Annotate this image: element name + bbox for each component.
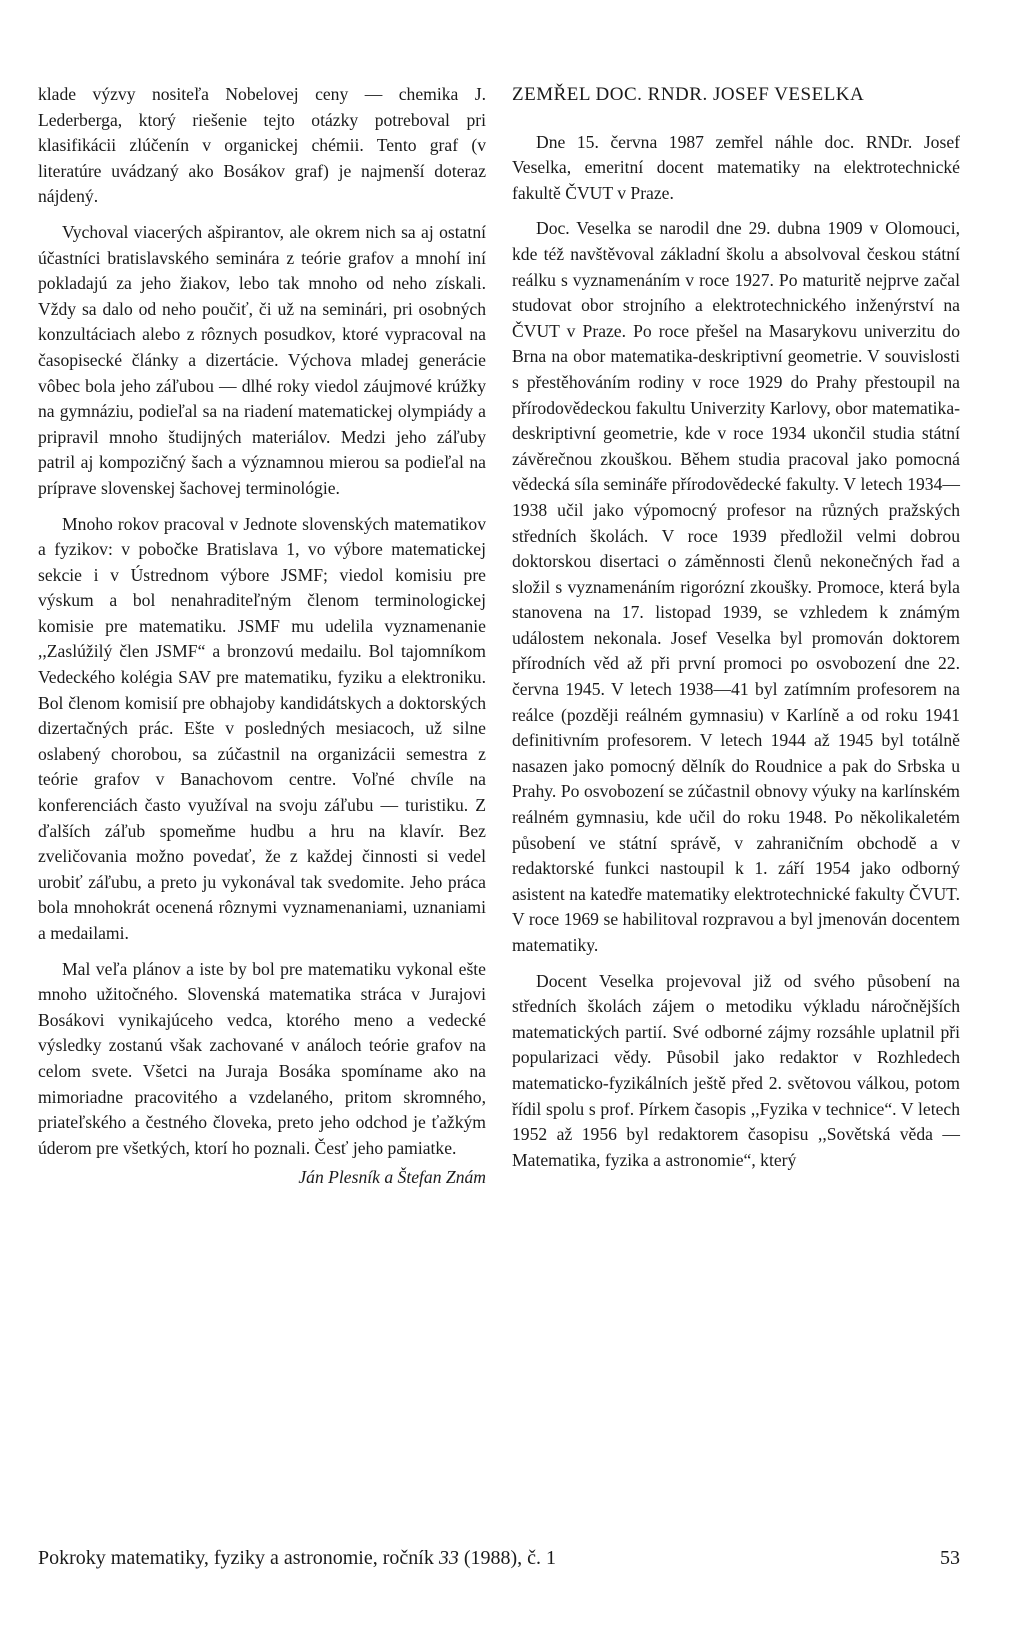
left-column	[38, 82, 486, 1191]
journal-name: Pokroky matematiky, fyziky a astronomie, ročník	[38, 1547, 434, 1569]
paragraph: Dne 15. června 1987 zemřel náhle doc. RNDr. Josef Veselka, emeritní docent matematiky na elektrotechnické fakultě ČVUT v Praze.	[512, 131, 960, 203]
paragraph: Mnoho rokov pracoval v Jednote slovenských matematikov a fyzikov: v pobočke Bratislava 1, vo výbore matematickej sekcie i v Ústrednom výbore JSMF; viedol komisiu pre výskum a bol nenahraditeľným členom terminologickej komisie pre matematiku. JSMF mu udelila vyznamenanie ,,Zaslúžilý člen JSMF“ a bronzovú medailu. Bol tajomníkom Vedeckého kolégia SAV pre matematiku, fyziku a elektroniku. Bol členom komisií pre obhajoby kandidátskych a doktorských dizertačných prác. Ešte v posledných mesiacoch, už silne oslabený chorobou, sa zúčastnil na organizácii semestra z teórie grafov v Banachovom centre. Voľné chvíle na konferenciách často využíval na svoju záľubu — turistiku. Z ďalších záľub spomeňme hudbu a hru na klavír. Bez zveličovania možno povedať, že z každej činnosti si vedel urobiť záľubu, a preto ju vykonával tak svedomite. Jeho práca bola mnohokrát ocenená rôznymi vyznamenaniami, uznaniami a medailami.	[38, 513, 486, 943]
journal-volume: 33	[438, 1547, 459, 1569]
journal-issue: (1988), č. 1	[463, 1547, 557, 1569]
journal-citation	[38, 1545, 556, 1571]
article-title: ZEMŘEL DOC. RNDR. JOSEF VESELKA	[512, 84, 865, 105]
paragraph: Doc. Veselka se narodil dne 29. dubna 1909 v Olomouci, kde též navštěvoval základní školu a absolvoval českou státní reálku s vyznamenáním v roce 1927. Po maturitě nejprve začal studovat obor strojního a elektrotechnického inženýrství na ČVUT v Praze. Po roce přešel na Masarykovu univerzitu do Brna na obor matematika-deskriptivní geometrie. V souvislosti s přestěhováním rodiny v roce 1929 do Prahy přestoupil na přírodovědeckou fakultu Univerzity Karlovy, obor matematika-deskriptivní geometrie, kde v roce 1934 ukončil studia státní závěrečnou zkouškou. Během studia pracoval jako pomocná vědecká síla semináře přírodovědecké fakulty. V letech 1934—1938 učil jako výpomocný profesor na různých pražských středních školách. V roce 1939 předložil velmi dobrou doktorskou disertaci o záměnnosti členů nekonečných řad a složil s vyznamenáním rigorózní zkoušky. Promoce, která byla stanovena na 17. listopad 1939, se vzhledem k známým událostem nekonala. Josef Veselka byl promován doktorem přírodních věd až při první promoci po osvobození dne 22. června 1945. V letech 1938—41 byl zatímním profesorem na reálce (později reálném gymnasiu) v Karlíně a od roku 1941 definitivním profesorem. V letech 1944 až 1945 byl totálně nasazen jako pomocný dělník do Roudnice a pak do Srbska u Prahy. Po osvobození se zúčastnil obnovy výuky na karlínském reálném gymnasiu, kde učil do roku 1948. Po několikaletém působení ve státní správě, v zahraničním obchodě a v redaktorské funkci nastoupil k 1. září 1954 jako odborný asistent na katedře matematiky elektrotechnické fakulty ČVUT. V roce 1969 se habilitoval rozpravou a byl jmenován docentem matematiky.	[512, 218, 960, 955]
page-number: 53	[940, 1547, 960, 1569]
right-column	[512, 82, 960, 1173]
paragraph: Vychoval viacerých ašpirantov, ale okrem nich sa aj ostatní účastníci bratislavského seminára z teórie grafov a mnohí iní pokladajú za jeho žiakov, lebo tak mnoho od neho získali. Vždy sa dalo od neho poučiť, či už na seminári, pri osobných konzultáciach alebo z rôznych posudkov, ktoré vypracoval na časopisecké články a dizertácie. Výchova mladej generácie vôbec bola jeho záľubou — dlhé roky viedol záujmové krúžky na gymnáziu, podieľal sa na riadení matematickej olympiády a pripravil mnoho študijných materiálov. Medzi jeho záľuby patril aj kompozičný šach a významnou mierou sa podieľal na príprave slovenskej šachovej terminológie.	[38, 221, 486, 498]
paragraph: klade výzvy nositeľa Nobelovej ceny — chemika J. Lederberga, ktorý riešenie tejto otázky potreboval pri klasifikácii zlúčenín v organickej chémii. Tento graf (v literatúre uvádzaný ako Bosákov graf) je najmenší doteraz nájdený.	[38, 84, 486, 207]
paragraph: Docent Veselka projevoval již od svého působení na středních školách zájem o metodiku výkladu náročnějších matematických partií. Své odborné zájmy rozsáhle uplatnil při popularizaci vědy. Působil jako redaktor v Rozhledech matematicko-fyzikálních ještě před 2. světovou válkou, potom řídil spolu s prof. Pírkem časopis ,,Fyzika v technice“. V letech 1952 až 1956 byl redaktorem časopisu ,,Sovětská věda — Matematika, fyzika a astronomie“, který	[512, 970, 960, 1170]
page-footer	[38, 1545, 960, 1571]
author-signature: Ján Plesník a Štefan Znám	[298, 1167, 486, 1188]
paragraph: Mal veľa plánov a iste by bol pre matematiku vykonal ešte mnoho užitočného. Slovenská matematika stráca v Jurajovi Bosákovi vynikajúceho vedca, ktorého meno a vedecké výsledky zostanú však zachované v análoch teórie grafov na celom svete. Všetci na Juraja Bosáka spomíname ako na mimoriadne pracovitého a vzdelaného, pritom skromného, priateľského a čestného človeka, preto jeho odchod je ťažkým úderom pre všetkých, ktorí ho poznali. Česť jeho pamiatke.	[38, 958, 486, 1158]
